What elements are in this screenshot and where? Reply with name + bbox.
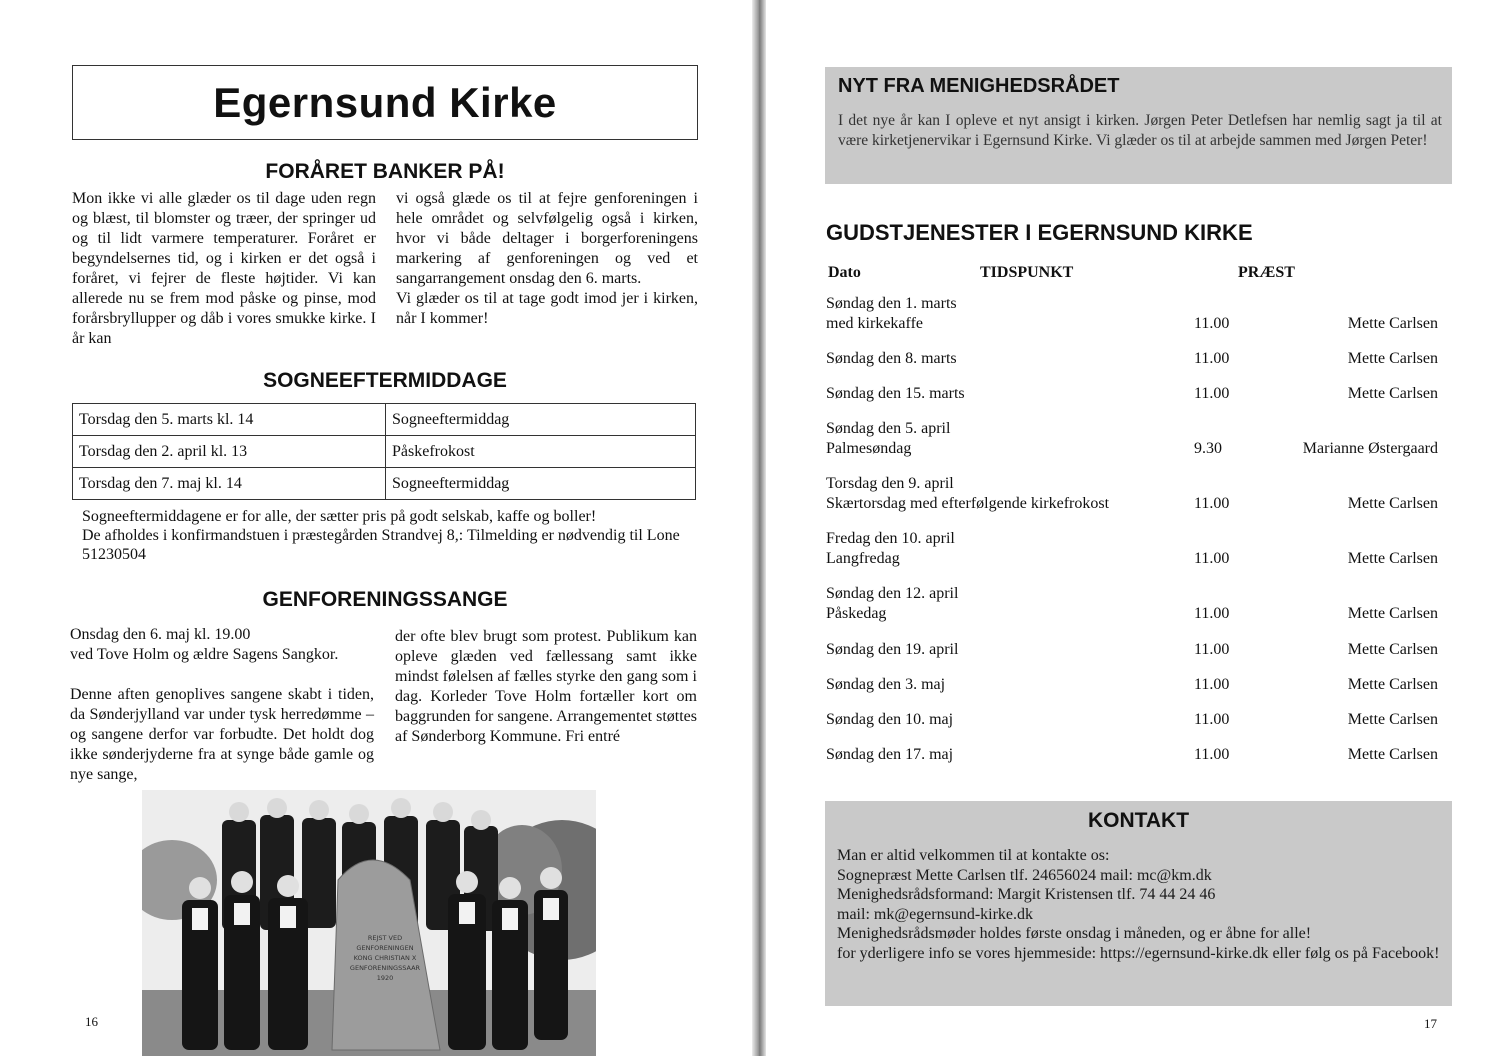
service-time: 11.00 [1194, 746, 1230, 763]
sogneeftermiddage-table [72, 403, 696, 500]
nyt-heading: NYT FRA MENIGHEDSRÅDET [838, 75, 1120, 97]
kontakt-line: for yderligere info se vores hjemmeside: https://egernsund-kirke.dk eller følg os på Facebook! [837, 944, 1440, 962]
genforening-date: Onsdag den 6. maj kl. 19.00 [70, 626, 251, 643]
kontakt-line: Man er altid velkommen til at kontakte os: [837, 847, 1110, 864]
service-day: Søndag den 5. april [826, 420, 951, 437]
genforening-text-2: der ofte blev brugt som protest. Publikum kan opleve glæden ved fællessang samt ikke mindst følelsen af fælles styrke den gang som i dag. Korleder Tove Holm fortæller kort om baggrunden for sangene. Arrangementet støttes af Sønderborg Kommune. Fri entré [395, 628, 697, 745]
service-desc: Skærtorsdag med efterfølgende kirkefrokost [826, 495, 1110, 512]
column-header-tidspunkt: TIDSPUNKT [980, 264, 1074, 281]
kontakt-heading: KONTAKT [1087, 809, 1190, 832]
service-priest: Mette Carlsen [1347, 350, 1438, 367]
nyt-text: I det nye år kan I opleve et nyt ansigt i kirken. Jørgen Peter Detlefsen har nemlig sagt ja til at være kirketjenervikar i Egernsund Kirke. Vi glæder os til at arbejde sammen med Jørgen Peter! [838, 112, 1442, 149]
column-header-praest: PRÆST [1238, 264, 1295, 281]
note-line-1: Sogneeftermiddagene er for alle, der sætter pris på godt selskab, kaffe og boller! [82, 508, 597, 525]
service-priest: Mette Carlsen [1347, 385, 1438, 402]
stone-inscription-1: REJST VED [367, 934, 403, 942]
service-time: 11.00 [1194, 711, 1230, 728]
page-title: Egernsund Kirke [213, 78, 557, 126]
binding-gutter [752, 0, 766, 1056]
sogneeftermiddage-note [82, 507, 700, 564]
service-time: 11.00 [1194, 495, 1230, 512]
choir-photo-illustration [142, 790, 596, 1056]
service-time: 11.00 [1194, 641, 1230, 658]
service-priest: Mette Carlsen [1347, 676, 1438, 693]
table-row [73, 468, 696, 500]
service-time: 11.00 [1194, 385, 1230, 402]
table-cell-date: Torsdag den 2. april kl. 13 [73, 436, 386, 468]
service-desc: Langfredag [826, 550, 900, 567]
column-header-dato: Dato [828, 264, 861, 281]
genforening-column-1b [70, 685, 374, 785]
service-day: Torsdag den 9. april [826, 475, 954, 492]
service-time: 11.00 [1194, 550, 1230, 567]
service-date: Søndag den 8. marts [826, 350, 957, 367]
service-date [826, 529, 955, 569]
service-day: Søndag den 12. april [826, 585, 959, 602]
sogneeftermiddage-heading: SOGNEEFTERMIDDAGE [263, 369, 507, 392]
kontakt-line: Menighedsrådsmøder holdes første onsdag i måneden, og er åbne for alle! [837, 925, 1312, 942]
service-date [826, 474, 1109, 514]
foraaret-heading: FORÅRET BANKER PÅ! [265, 160, 505, 183]
table-cell-date: Torsdag den 5. marts kl. 14 [73, 404, 386, 436]
kontakt-text [837, 846, 1443, 963]
kontakt-line: Menighedsrådsformand: Margit Kristensen tlf. 74 44 24 46 [837, 886, 1216, 903]
table-cell-event: Påskefrokost [386, 436, 696, 468]
service-day: Fredag den 10. april [826, 530, 955, 547]
genforening-column-2 [395, 627, 697, 747]
page-number-right: 17 [1424, 1016, 1437, 1031]
service-priest: Mette Carlsen [1347, 746, 1438, 763]
service-date: Søndag den 15. marts [826, 385, 965, 402]
service-date: Søndag den 17. maj [826, 746, 954, 763]
gudstjenester-heading: GUDSTJENESTER I EGERNSUND KIRKE [826, 220, 1253, 245]
service-priest: Mette Carlsen [1347, 711, 1438, 728]
service-time: 11.00 [1194, 350, 1230, 367]
service-priest: Marianne Østergaard [1302, 440, 1438, 457]
note-line-2: De afholdes i konfirmandstuen i præstegården Strandvej 8,: Tilmelding er nødvendig til Lone 51230504 [82, 527, 680, 563]
table-row [73, 404, 696, 436]
stone-inscription-3: KONG CHRISTIAN X [353, 954, 417, 962]
service-time: 11.00 [1194, 315, 1230, 332]
service-desc: med kirkekaffe [826, 315, 923, 332]
service-priest: Mette Carlsen [1347, 550, 1438, 567]
stone-inscription-5: 1920 [376, 974, 394, 982]
genforening-heading: GENFORENINGSSANGE [262, 588, 508, 611]
service-date: Søndag den 10. maj [826, 711, 954, 728]
genforening-performers: ved Tove Holm og ældre Sagens Sangkor. [70, 646, 339, 663]
foraaret-text-2b: Vi glæder os til at tage godt imod jer i kirken, når I kommer! [396, 290, 698, 327]
service-date [826, 584, 958, 624]
service-date [826, 419, 950, 459]
service-day: Søndag den 1. marts [826, 295, 957, 312]
service-priest: Mette Carlsen [1347, 495, 1438, 512]
table-cell-date: Torsdag den 7. maj kl. 14 [73, 468, 386, 500]
foraaret-text-2a: vi også glæde os til at fejre genforeningen i hele området og selvfølgelig også i kirken, hvor vi både deltager i borgerforeningens markering af genforeningen og ved et sangarrangement onsdag den 6. marts. [396, 190, 698, 287]
service-date: Søndag den 3. maj [826, 676, 946, 693]
foraaret-column-2 [396, 189, 698, 329]
kontakt-line: mail: mk@egernsund-kirke.dk [837, 905, 1034, 923]
service-row [826, 294, 1438, 334]
stone-inscription-4: GENFORENINGSSAAR [349, 964, 421, 972]
stone-inscription-2: GENFORENINGEN [356, 944, 414, 952]
service-time: 11.00 [1194, 676, 1230, 693]
genforening-column-1 [70, 625, 376, 665]
title-box [72, 65, 698, 140]
page-number-left: 16 [85, 1014, 98, 1029]
table-row [73, 436, 696, 468]
service-time: 11.00 [1194, 605, 1230, 622]
table-cell-event: Sogneeftermiddag [386, 468, 696, 500]
service-priest: Mette Carlsen [1347, 641, 1438, 658]
service-priest: Mette Carlsen [1347, 315, 1438, 332]
service-desc: Påskedag [826, 605, 887, 622]
genforening-text-1: Denne aften genoplives sangene skabt i tiden, da Sønderjylland var under tysk herredømme – og sangene derfor var forbudte. Det holdt dog ikke sønderjyderne fra at synge både gamle og nye sange, [70, 686, 374, 783]
service-desc: Palmesøndag [826, 440, 912, 457]
kontakt-line: Sognepræst Mette Carlsen tlf. 24656024 mail: mc@km.dk [837, 866, 1212, 884]
foraaret-column-1 [72, 189, 376, 349]
service-time: 9.30 [1194, 440, 1222, 457]
table-cell-event: Sogneeftermiddag [386, 404, 696, 436]
service-priest: Mette Carlsen [1347, 605, 1438, 622]
foraaret-text-1: Mon ikke vi alle glæder os til dage uden regn og blæst, til blomster og træer, der springer ud og til lidt varmere temperaturer. Foråret er begyndelsernes tid, og i kirken er det også i foråret, vi fejrer de fleste højtider. Vi kan allerede nu se frem mod påske og pinse, mod forårsbryllupper og dåb i vores smukke kirke. I år kan [72, 190, 376, 347]
choir-photo [142, 790, 596, 1056]
service-date: Søndag den 19. april [826, 641, 959, 658]
service-date [826, 294, 957, 334]
